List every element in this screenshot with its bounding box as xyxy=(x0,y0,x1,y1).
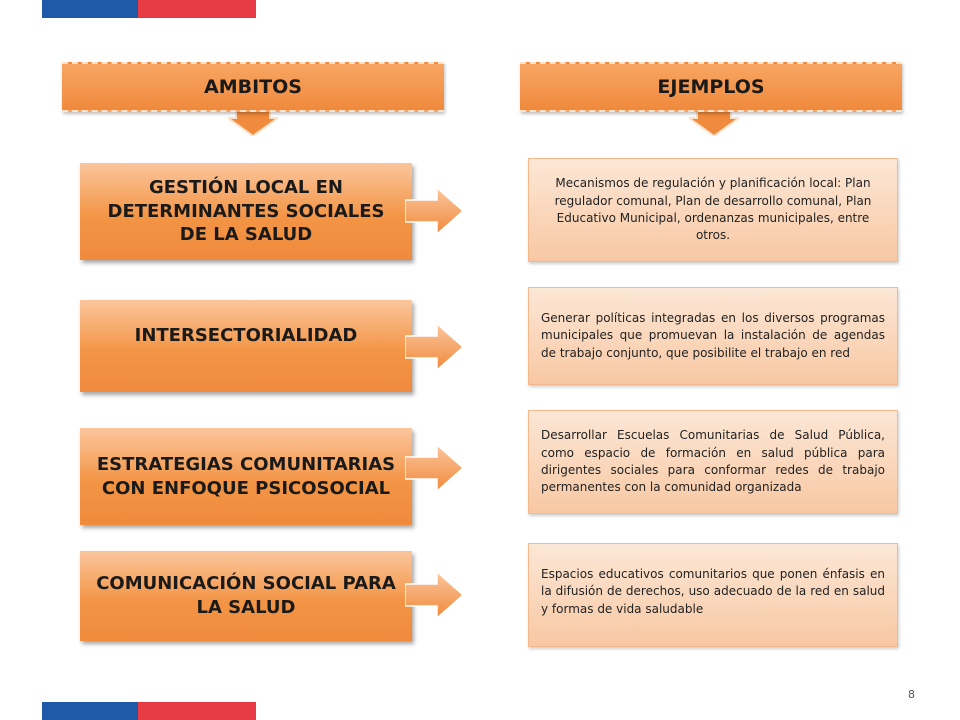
arrow-right-icon xyxy=(405,322,465,372)
header-title: EJEMPLOS xyxy=(657,76,765,98)
flag-red-segment xyxy=(138,0,256,18)
header-title: AMBITOS xyxy=(204,76,302,98)
flag-stripe-bottom xyxy=(42,702,256,720)
header-bar xyxy=(62,62,444,112)
ambito-label: INTERSECTORIALIDAD xyxy=(134,325,358,346)
page-number: 8 xyxy=(908,688,915,701)
chevron-down-icon xyxy=(228,110,278,136)
arrow-right-icon xyxy=(405,570,465,620)
header-bar xyxy=(520,62,902,112)
flag-stripe-top xyxy=(42,0,256,18)
arrow-right-icon xyxy=(405,186,465,236)
header-ambitos xyxy=(62,62,444,112)
ambito-box xyxy=(80,163,412,260)
ambito-label: GESTIÓN LOCAL EN DETERMINANTES SOCIALES DE LA SALUD xyxy=(107,176,385,246)
ambito-box xyxy=(80,428,412,525)
ejemplo-text: Mecanismos de regulación y planificación local: Plan regulador comunal, Plan de desarrollo comunal, Plan Educativo Municipal, ordenanzas municipales, entre otros. xyxy=(554,176,872,243)
ejemplo-box xyxy=(528,410,898,514)
ejemplo-text: Desarrollar Escuelas Comunitarias de Salud Pública, como espacio de formación en salud pública para dirigentes sociales para conformar redes de trabajo permanentes con la comunidad organizada xyxy=(541,428,885,495)
ambito-label: COMUNICACIÓN SOCIAL PARA LA SALUD xyxy=(96,573,396,618)
flag-blue-segment xyxy=(42,0,138,18)
ejemplo-box xyxy=(528,287,898,385)
ambito-box xyxy=(80,300,412,392)
ejemplo-box xyxy=(528,158,898,262)
ambito-label: ESTRATEGIAS COMUNITARIAS CON ENFOQUE PSICOSOCIAL xyxy=(96,453,396,499)
flag-blue-segment xyxy=(42,702,138,720)
ambito-box xyxy=(80,551,412,641)
ejemplo-box xyxy=(528,543,898,647)
header-ejemplos xyxy=(520,62,902,112)
chevron-down-icon xyxy=(689,110,739,136)
ejemplo-text: Espacios educativos comunitarios que ponen énfasis en la difusión de derechos, uso adecuado de la red en salud y formas de vida saludable xyxy=(541,567,885,616)
ejemplo-text: Generar políticas integradas en los diversos programas municipales que promuevan la instalación de agendas de trabajo conjunto, que posibilite el trabajo en red xyxy=(541,310,885,360)
flag-red-segment xyxy=(138,702,256,720)
arrow-right-icon xyxy=(405,443,465,493)
